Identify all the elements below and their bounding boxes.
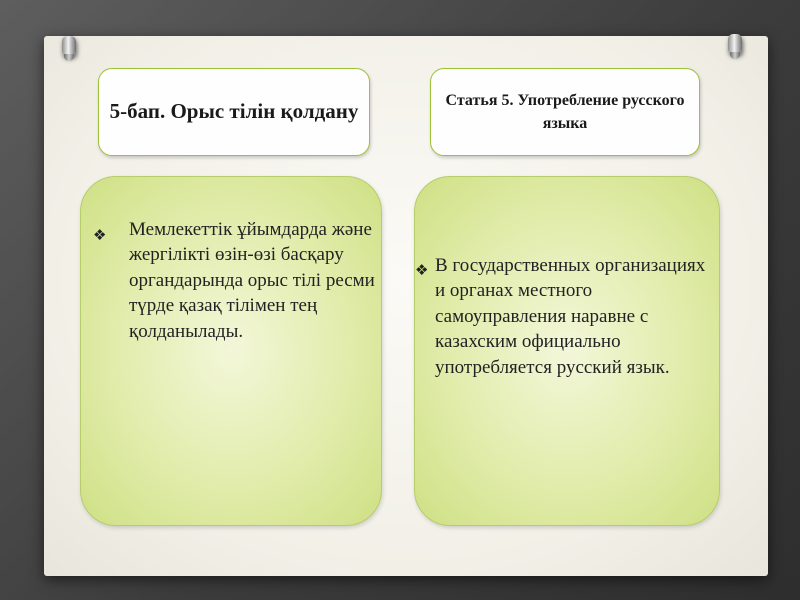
left-header-title: 5-бап. Орыс тілін қолдану: [109, 99, 359, 124]
left-content-text: Мемлекеттік ұйымдарда және жергілікті өзін-өзі басқару органдарында орыс тілі ресми түрде қазақ тілімен тең қолданылады.: [129, 219, 375, 342]
right-content-text: В государственных организациях и органах местного самоуправления наравне с казахским официально употребляется русский язык.: [435, 255, 706, 378]
right-content-box: [414, 176, 720, 526]
left-header-box: [98, 68, 370, 156]
right-header-title: Статья 5. Употребление русского языка: [445, 91, 685, 132]
diamond-bullet-icon: ❖: [415, 261, 429, 279]
right-header-box: [430, 68, 700, 156]
pushpin-icon: [728, 34, 742, 54]
diamond-bullet-icon: ❖: [93, 226, 107, 244]
pushpin-icon: [62, 36, 76, 56]
left-content-box: [80, 176, 382, 526]
